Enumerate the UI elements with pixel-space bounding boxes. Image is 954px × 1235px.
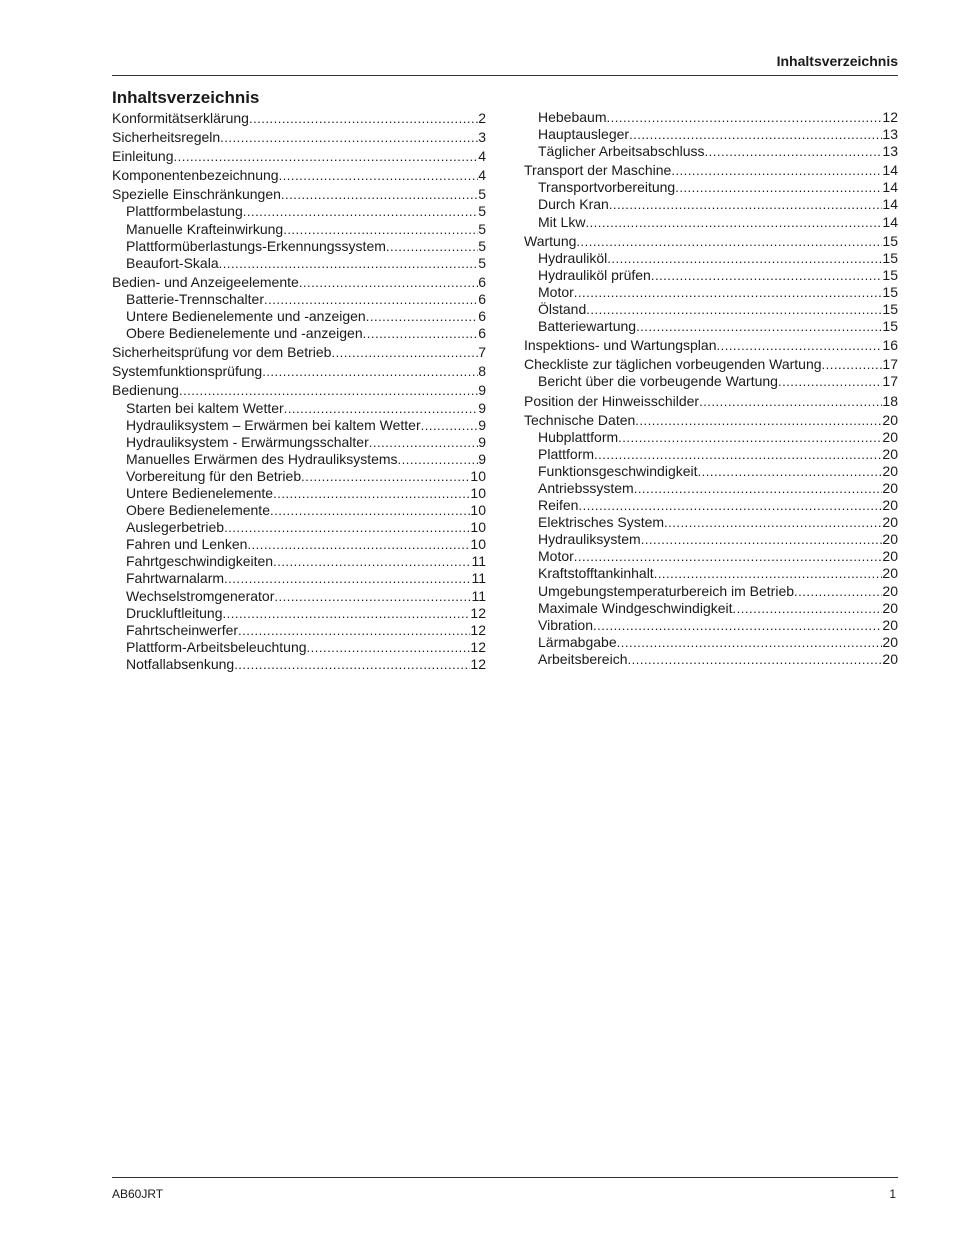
toc-dot-leader <box>281 186 478 203</box>
toc-entry-title: Sicherheitsregeln <box>112 129 221 146</box>
toc-entry-page: 9 <box>478 450 486 467</box>
toc-entry-page: 6 <box>478 308 486 325</box>
toc-entry-page: 13 <box>882 143 898 160</box>
toc-dot-leader <box>331 344 478 361</box>
toc-entry-page: 8 <box>478 363 486 380</box>
toc-entry-page: 15 <box>882 301 898 318</box>
toc-entry-title: Plattformbelastung <box>126 203 243 220</box>
toc-dot-leader <box>234 656 470 673</box>
toc-dot-leader <box>386 238 478 255</box>
toc-entry-page: 11 <box>471 553 486 570</box>
toc-entry[interactable] <box>112 553 486 570</box>
toc-entry[interactable] <box>112 129 486 146</box>
toc-entry-page: 14 <box>882 213 898 230</box>
toc-dot-leader <box>609 196 883 213</box>
toc-entry-title: Konformitätserklärung <box>112 110 249 126</box>
toc-entry-title: Fahrtgeschwindigkeiten <box>126 553 274 570</box>
toc-entry-page: 14 <box>882 196 898 213</box>
toc-entry[interactable] <box>524 600 898 617</box>
toc-dot-leader <box>270 502 470 519</box>
toc-entry[interactable] <box>112 238 486 255</box>
toc-entry[interactable] <box>112 382 486 399</box>
toc-entry-page: 16 <box>882 337 898 354</box>
toc-entry[interactable] <box>524 548 898 565</box>
toc-entry-page: 5 <box>478 254 486 271</box>
toc-entry[interactable] <box>524 318 898 335</box>
toc-entry[interactable] <box>112 536 486 553</box>
toc-entry[interactable] <box>524 617 898 634</box>
toc-entry[interactable] <box>524 143 898 160</box>
toc-dot-leader <box>174 148 479 165</box>
toc-entry[interactable] <box>112 325 486 342</box>
toc-dot-leader <box>247 536 470 553</box>
toc-dot-leader <box>574 284 883 301</box>
toc-entry-title: Ölstand <box>538 301 587 318</box>
toc-dot-leader <box>794 583 882 600</box>
toc-entry[interactable] <box>524 393 898 410</box>
toc-entry-page: 14 <box>882 162 898 179</box>
toc-entry-page: 9 <box>478 382 486 399</box>
toc-entry-title: Hydrauliköl <box>538 249 608 266</box>
toc-entry[interactable] <box>112 400 486 417</box>
toc-entry-title: Umgebungstemperaturbereich im Betrieb <box>538 582 795 599</box>
toc-entry-title: Bedien- und Anzeigeelemente <box>112 273 299 290</box>
toc-entry-page: 2 <box>478 110 486 126</box>
toc-entry-page: 13 <box>882 126 898 143</box>
toc-dot-leader <box>179 382 478 399</box>
toc-entry-title: Auslegerbetrieb <box>126 519 225 536</box>
toc-entry-page: 20 <box>882 633 898 650</box>
toc-entry-page: 20 <box>882 428 898 445</box>
toc-entry-page: 5 <box>478 186 486 203</box>
toc-dot-leader <box>778 373 882 390</box>
toc-entry-page: 15 <box>882 232 898 249</box>
toc-entry[interactable] <box>524 337 898 354</box>
toc-dot-leader <box>576 233 882 250</box>
toc-entry-page: 15 <box>882 266 898 283</box>
toc-entry-page: 11 <box>471 570 486 587</box>
toc-entry-page: 12 <box>882 109 898 125</box>
toc-dot-leader <box>699 393 882 410</box>
toc-dot-leader <box>366 308 478 325</box>
toc-entry[interactable] <box>112 344 486 361</box>
toc-entry[interactable] <box>524 583 898 600</box>
toc-entry[interactable] <box>524 250 898 267</box>
toc-entry[interactable] <box>524 446 898 463</box>
toc-entry-page: 14 <box>882 179 898 196</box>
toc-entry-page: 10 <box>470 467 486 484</box>
toc-entry-page: 6 <box>478 290 486 307</box>
toc-entry[interactable] <box>524 267 898 284</box>
toc-entry-title: Druckluftleitung <box>126 604 223 621</box>
toc-entry-title: Position der Hinweisschilder <box>524 392 700 409</box>
toc-entry[interactable] <box>112 148 486 165</box>
toc-entry-title: Checkliste zur täglichen vorbeugenden Wartung <box>524 356 822 373</box>
toc-dot-leader <box>705 143 883 160</box>
toc-entry-page: 10 <box>470 484 486 501</box>
toc-entry-title: Sicherheitsprüfung vor dem Betrieb <box>112 344 332 361</box>
toc-entry[interactable] <box>524 179 898 196</box>
toc-entry-title: Vibration <box>538 616 594 633</box>
toc-entry[interactable] <box>524 196 898 213</box>
toc-entry-title: Hubplattform <box>538 428 619 445</box>
toc-entry-page: 20 <box>882 514 898 531</box>
toc-entry[interactable] <box>524 463 898 480</box>
toc-entry-page: 12 <box>470 655 486 672</box>
toc-entry[interactable] <box>112 570 486 587</box>
toc-entry-title: Manuelles Erwärmen des Hydrauliksystems <box>126 450 398 467</box>
toc-dot-leader <box>299 274 478 291</box>
toc-dot-leader <box>264 291 478 308</box>
toc-entry-title: Obere Bedienelemente und -anzeigen <box>126 325 363 342</box>
toc-entry-page: 5 <box>478 220 486 237</box>
toc-entry-page: 5 <box>478 203 486 220</box>
toc-entry[interactable] <box>524 514 898 531</box>
toc-entry-title: Transportvorbereitung <box>538 179 676 196</box>
toc-entry[interactable] <box>524 214 898 231</box>
toc-entry-title: Plattform-Arbeitsbeleuchtung <box>126 638 307 655</box>
toc-entry-title: Technische Daten <box>524 411 636 428</box>
toc-dot-leader <box>220 129 478 146</box>
toc-dot-leader <box>224 519 470 536</box>
toc-entry[interactable] <box>524 429 898 446</box>
toc-entry[interactable] <box>112 451 486 468</box>
toc-dot-leader <box>822 356 883 373</box>
toc-dot-leader <box>243 203 478 220</box>
toc-entry-title: Starten bei kaltem Wetter <box>126 399 284 416</box>
toc-dot-leader <box>628 651 883 668</box>
toc-dot-leader <box>641 531 883 548</box>
toc-entry-page: 20 <box>882 411 898 428</box>
toc-entry[interactable] <box>112 502 486 519</box>
toc-entry[interactable] <box>112 308 486 325</box>
toc-entry[interactable] <box>112 519 486 536</box>
toc-entry-title: Batterie-Trennschalter <box>126 290 264 307</box>
toc-entry-title: Komponentenbezeichnung <box>112 167 279 184</box>
toc-entry-title: Vorbereitung für den Betrieb <box>126 467 302 484</box>
footer-rule <box>112 1177 898 1178</box>
toc-entry-title: Kraftstofftankinhalt <box>538 565 654 582</box>
toc-entry[interactable] <box>112 110 486 127</box>
toc-dot-leader <box>279 167 479 184</box>
toc-entry[interactable] <box>524 480 898 497</box>
toc-entry-title: Täglicher Arbeitsabschluss <box>538 143 705 160</box>
toc-entry-title: Untere Bedienelemente <box>126 484 274 501</box>
toc-entry[interactable] <box>524 651 898 668</box>
toc-entry-title: Funktionsgeschwindigkeit <box>538 462 698 479</box>
toc-entry-page: 12 <box>470 621 486 638</box>
toc-entry-page: 9 <box>478 433 486 450</box>
toc-entry-page: 15 <box>882 249 898 266</box>
toc-entry-page: 20 <box>882 599 898 616</box>
toc-entry-title: Antriebssystem <box>538 479 634 496</box>
toc-entry-title: Reifen <box>538 497 579 514</box>
toc-entry[interactable] <box>524 356 898 373</box>
toc-entry-page: 4 <box>478 167 486 184</box>
toc-entry-title: Hebebaum <box>538 109 607 125</box>
toc-entry[interactable] <box>524 634 898 651</box>
toc-entry-title: Hauptausleger <box>538 126 630 143</box>
toc-dot-leader <box>607 109 883 126</box>
toc-dot-leader <box>594 446 882 463</box>
toc-entry[interactable] <box>112 221 486 238</box>
toc-entry-title: Bericht über die vorbeugende Wartung <box>538 373 778 390</box>
footer-page-number: 1 <box>889 1187 896 1201</box>
toc-dot-leader <box>369 434 478 451</box>
toc-entry-page: 9 <box>478 416 486 433</box>
toc-dot-leader <box>283 221 478 238</box>
toc-dot-leader <box>219 255 479 272</box>
toc-dot-leader <box>617 634 883 651</box>
toc-entry-page: 20 <box>882 497 898 514</box>
toc-entry-title: Fahrtscheinwerfer <box>126 621 239 638</box>
toc-entry-page: 20 <box>882 462 898 479</box>
toc-entry-page: 9 <box>478 399 486 416</box>
toc-entry-page: 6 <box>478 273 486 290</box>
toc-entry-title: Plattformüberlastungs-Erkennungssystem <box>126 237 386 254</box>
toc-entry[interactable] <box>524 109 898 126</box>
toc-dot-leader <box>634 480 883 497</box>
toc-entry[interactable] <box>112 605 486 622</box>
toc-dot-leader <box>398 451 479 468</box>
toc-dot-leader <box>675 179 882 196</box>
toc-entry-page: 5 <box>478 237 486 254</box>
toc-entry[interactable] <box>112 656 486 673</box>
toc-dot-leader <box>716 337 882 354</box>
toc-entry-title: Manuelle Krafteinwirkung <box>126 220 284 237</box>
toc-dot-leader <box>671 162 882 179</box>
toc-column-right <box>524 109 898 668</box>
toc-entry[interactable] <box>112 639 486 656</box>
header-rule <box>112 75 898 76</box>
toc-dot-leader <box>654 565 883 582</box>
toc-dot-leader <box>635 412 882 429</box>
toc-entry[interactable] <box>112 434 486 451</box>
toc-entry-title: Motor <box>538 548 574 565</box>
toc-entry-title: Fahren und Lenken <box>126 536 248 553</box>
toc-entry-page: 20 <box>882 548 898 565</box>
running-header: Inhaltsverzeichnis <box>776 53 898 69</box>
toc-entry[interactable] <box>524 565 898 582</box>
toc-entry-title: Durch Kran <box>538 196 609 213</box>
toc-entry-page: 17 <box>882 373 898 390</box>
toc-dot-leader <box>586 301 882 318</box>
toc-dot-leader <box>274 588 471 605</box>
toc-entry[interactable] <box>112 588 486 605</box>
toc-entry-title: Hydrauliksystem <box>538 531 641 548</box>
toc-entry-page: 20 <box>882 479 898 496</box>
page-title: Inhaltsverzeichnis <box>112 88 260 107</box>
toc-entry[interactable] <box>112 417 486 434</box>
toc-dot-leader <box>238 622 470 639</box>
toc-entry-title: Systemfunktionsprüfung <box>112 363 263 380</box>
toc-entry-page: 15 <box>882 283 898 300</box>
toc-entry-title: Obere Bedienelemente <box>126 502 270 519</box>
toc-dot-leader <box>223 605 471 622</box>
toc-entry-title: Spezielle Einschränkungen <box>112 186 281 203</box>
toc-entry[interactable] <box>524 412 898 429</box>
toc-entry-title: Inspektions- und Wartungsplan <box>524 337 717 354</box>
toc-dot-leader <box>585 214 882 231</box>
toc-entry-title: Hydrauliksystem – Erwärmen bei kaltem Wetter <box>126 416 421 433</box>
toc-dot-leader <box>421 417 479 434</box>
toc-entry[interactable] <box>524 301 898 318</box>
toc-entry[interactable] <box>112 468 486 485</box>
toc-entry-page: 15 <box>882 318 898 335</box>
toc-entry-page: 20 <box>882 650 898 667</box>
toc-entry[interactable] <box>112 363 486 380</box>
toc-entry-title: Bedienung <box>112 382 179 399</box>
toc-entry[interactable] <box>524 497 898 514</box>
toc-entry-page: 20 <box>882 565 898 582</box>
toc-entry[interactable] <box>524 373 898 390</box>
toc-entry-title: Transport der Maschine <box>524 162 672 179</box>
toc-entry[interactable] <box>112 255 486 272</box>
toc-entry-page: 10 <box>470 536 486 553</box>
toc-dot-leader <box>698 463 883 480</box>
toc-column-left <box>112 110 486 673</box>
toc-entry[interactable] <box>524 284 898 301</box>
toc-entry[interactable] <box>112 186 486 203</box>
toc-entry-page: 7 <box>478 344 486 361</box>
toc-entry[interactable] <box>112 167 486 184</box>
toc-entry-title: Maximale Windgeschwindigkeit <box>538 599 733 616</box>
toc-dot-leader <box>593 617 882 634</box>
toc-dot-leader <box>284 400 479 417</box>
toc-entry-title: Hydrauliksystem - Erwärmungsschalter <box>126 433 369 450</box>
toc-entry-title: Arbeitsbereich <box>538 650 628 667</box>
toc-dot-leader <box>618 429 882 446</box>
toc-dot-leader <box>636 318 882 335</box>
toc-entry-page: 20 <box>882 531 898 548</box>
toc-entry-page: 12 <box>470 638 486 655</box>
toc-entry-title: Motor <box>538 283 574 300</box>
toc-dot-leader <box>307 639 471 656</box>
toc-dot-leader <box>249 110 478 127</box>
toc-entry-page: 20 <box>882 616 898 633</box>
toc-entry-title: Mit Lkw <box>538 213 586 230</box>
toc-dot-leader <box>664 514 882 531</box>
toc-entry[interactable] <box>112 274 486 291</box>
toc-entry-title: Lärmabgabe <box>538 633 617 650</box>
toc-dot-leader <box>578 497 882 514</box>
toc-entry-title: Notfallabsenkung <box>126 655 235 672</box>
toc-dot-leader <box>262 363 478 380</box>
toc-entry[interactable] <box>524 531 898 548</box>
toc-dot-leader <box>607 250 882 267</box>
toc-entry-title: Wartung <box>524 232 577 249</box>
toc-entry-page: 10 <box>470 519 486 536</box>
toc-entry-page: 4 <box>478 148 486 165</box>
toc-entry-title: Wechselstromgenerator <box>126 587 275 604</box>
toc-entry[interactable] <box>112 203 486 220</box>
toc-entry-page: 17 <box>882 356 898 373</box>
toc-entry-page: 10 <box>470 502 486 519</box>
toc-entry[interactable] <box>524 233 898 250</box>
toc-entry-title: Elektrisches System <box>538 514 665 531</box>
toc-entry-title: Untere Bedienelemente und -anzeigen <box>126 308 366 325</box>
toc-entry-page: 11 <box>471 587 486 604</box>
toc-dot-leader <box>273 485 470 502</box>
toc-entry-page: 18 <box>882 392 898 409</box>
toc-entry-title: Hydrauliköl prüfen <box>538 266 651 283</box>
toc-dot-leader <box>301 468 470 485</box>
toc-entry[interactable] <box>112 485 486 502</box>
toc-dot-leader <box>629 126 882 143</box>
footer-model: AB60JRT <box>112 1187 164 1201</box>
toc-entry-title: Einleitung <box>112 148 174 165</box>
toc-entry-page: 20 <box>882 582 898 599</box>
toc-entry[interactable] <box>112 622 486 639</box>
toc-entry-title: Beaufort-Skala <box>126 254 219 271</box>
toc-entry[interactable] <box>112 291 486 308</box>
toc-dot-leader <box>224 570 471 587</box>
toc-dot-leader <box>273 553 471 570</box>
toc-dot-leader <box>574 548 883 565</box>
toc-entry[interactable] <box>524 126 898 143</box>
toc-entry[interactable] <box>524 162 898 179</box>
toc-entry-page: 3 <box>478 129 486 146</box>
toc-dot-leader <box>651 267 883 284</box>
toc-entry-title: Fahrtwarnalarm <box>126 570 225 587</box>
toc-entry-page: 6 <box>478 325 486 342</box>
toc-entry-title: Batteriewartung <box>538 318 637 335</box>
toc-entry-page: 20 <box>882 445 898 462</box>
toc-dot-leader <box>733 600 883 617</box>
toc-dot-leader <box>363 325 479 342</box>
toc-entry-title: Plattform <box>538 445 595 462</box>
toc-entry-page: 12 <box>470 604 486 621</box>
